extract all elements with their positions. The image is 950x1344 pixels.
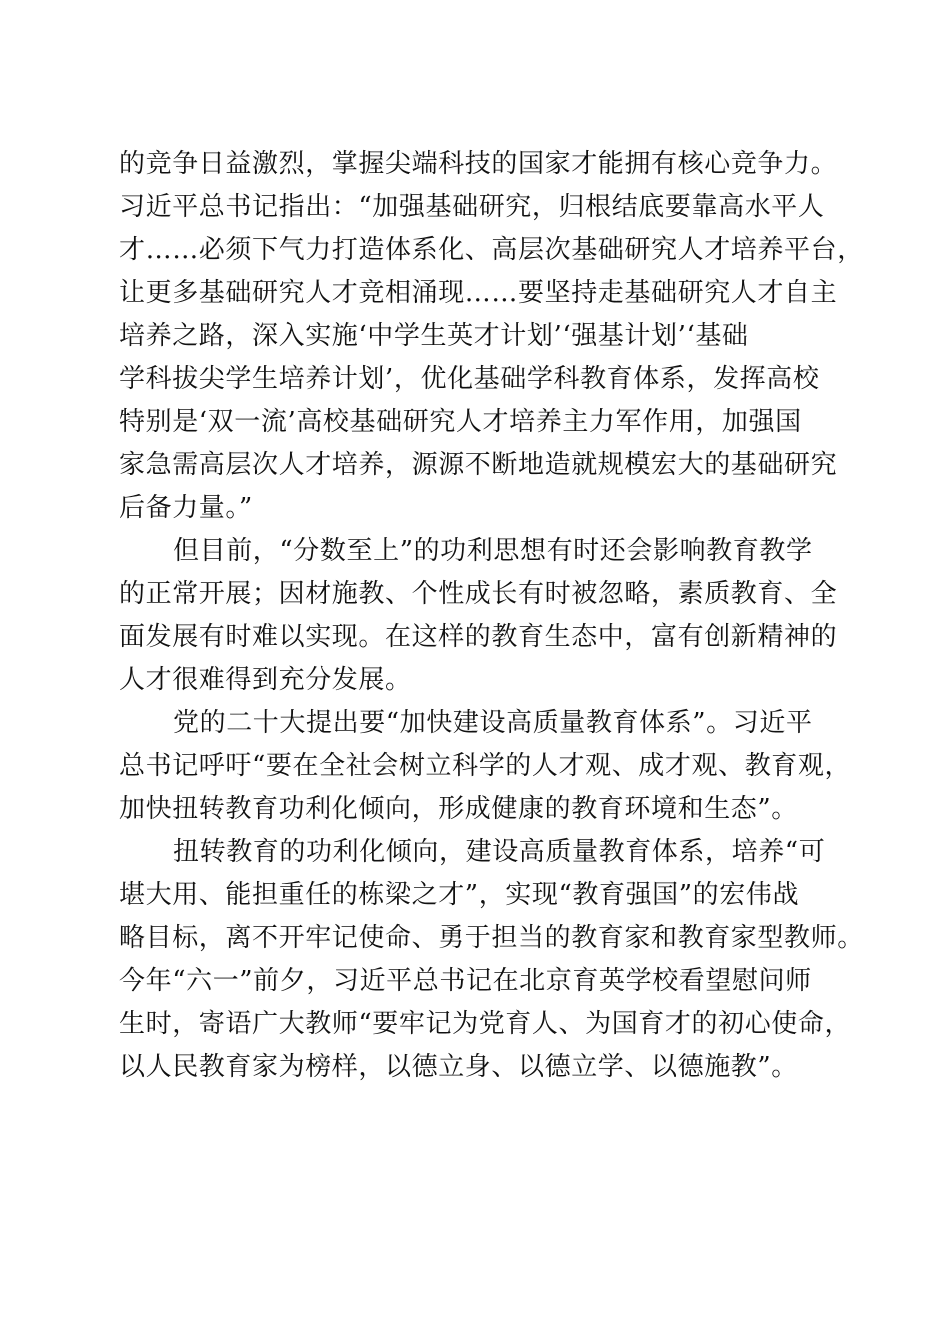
paragraph-line: 学科拔尖学生培养计划’，优化基础学科教育体系，发挥高校 [119,364,820,394]
document-body [119,143,864,1089]
paragraph-line: 培养之路，深入实施‘中学生英才计划’‘强基计划’‘基础 [119,321,749,351]
paragraph-1 [119,143,864,530]
paragraph-line: 今年“六一”前夕，习近平总书记在北京育英学校看望慰问师 [119,966,812,996]
paragraph-line: 以人民教育家为榜样，以德立身、以德立学、以德施教”。 [119,1052,798,1082]
paragraph-line: 扭转教育的功利化倾向，建设高质量教育体系，培养“可 [173,837,826,867]
paragraph-line: 后备力量。” [119,493,253,523]
paragraph-line: 特别是‘双一流’高校基础研究人才培养主力军作用，加强国 [119,407,802,437]
paragraph-line: 家急需高层次人才培养，源源不断地造就规模宏大的基础研究 [119,450,838,480]
paragraph-line: 的正常开展；因材施教、个性成长有时被忽略，素质教育、全 [119,579,838,609]
paragraph-line: 才……必须下气力打造体系化、高层次基础研究人才培养平台， [119,235,864,265]
paragraph-line: 人才很难得到充分发展。 [119,665,412,695]
paragraph-line: 的竞争日益激烈，掌握尖端科技的国家才能拥有核心竞争力。 [119,149,838,179]
paragraph-3 [119,702,852,831]
paragraph-4 [119,831,864,1089]
paragraph-line: 让更多基础研究人才竞相涌现……要坚持走基础研究人才自主 [119,278,838,308]
paragraph-line: 总书记呼吁“要在全社会树立科学的人才观、成才观、教育观， [119,751,852,781]
paragraph-line: 但目前，“分数至上”的功利思想有时还会影响教育教学 [173,536,813,566]
paragraph-2 [119,530,839,702]
paragraph-line: 面发展有时难以实现。在这样的教育生态中，富有创新精神的 [119,622,838,652]
paragraph-line: 习近平总书记指出：“加强基础研究，归根结底要靠高水平人 [119,192,825,222]
paragraph-line: 堪大用、能担重任的栋梁之才”，实现“教育强国”的宏伟战 [119,880,800,910]
paragraph-line: 党的二十大提出要“加快建设高质量教育体系”。习近平 [173,708,813,738]
paragraph-line: 略目标，离不开牢记使命、勇于担当的教育家和教育家型教师。 [119,923,864,953]
paragraph-line: 加快扭转教育功利化倾向，形成健康的教育环境和生态”。 [119,794,798,824]
paragraph-line: 生时，寄语广大教师“要牢记为党育人、为国育才的初心使命， [119,1009,852,1039]
